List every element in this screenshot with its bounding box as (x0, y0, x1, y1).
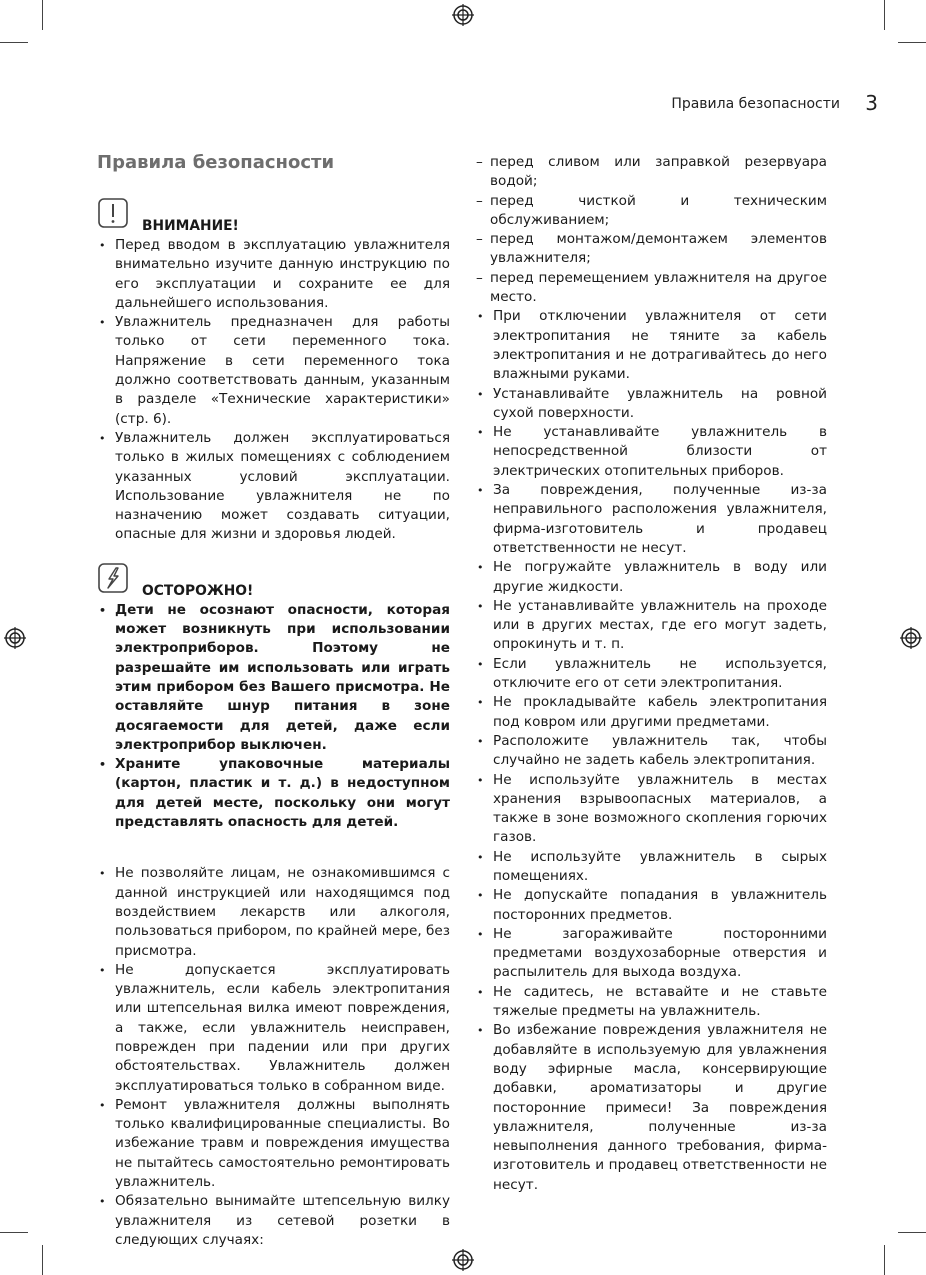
exclamation-icon (98, 198, 128, 228)
list-item: • При отключении увлажнителя от сети электропитания не тяните за кабель электропитания и не дотрагивайтесь до него влажными руками. (476, 307, 827, 384)
list-item: • Во избежание повреждения увлажнителя не добавляйте в используемую для увлажнения воду эфирные масла, консервирующие добавки, ароматизаторы и другие посторонние примеси! За повреждения увлажнителя, полученные из-за невыполнения данного требования, фирма-изготовитель и продавец ответственности не несут. (476, 1021, 827, 1195)
crop-mark (898, 42, 926, 43)
list-item: • Ремонт увлажнителя должны выполнять только квалифицированные специалисты. Во избежание травм и повреждения имущества не пытайтесь самостоятельно ремонтировать увлажнитель. (98, 1096, 450, 1192)
list-item: • Не позволяйте лицам, не ознакомившимся с данной инструкцией или находящимся под воздействием лекарств или алкоголя, пользоваться прибором, по крайней мере, без присмотра. (98, 864, 450, 960)
attention-heading (98, 198, 450, 236)
crop-mark (884, 0, 885, 30)
section-title: Правила безопасности (97, 152, 335, 173)
list-item: • Устанавливайте увлажнитель на ровной сухой поверхности. (476, 385, 827, 424)
caution-heading (98, 563, 450, 601)
unplug-cases-list (476, 153, 827, 307)
registration-mark-icon (4, 627, 26, 649)
general-list (98, 864, 450, 1250)
attention-label: ВНИМАНИЕ! (142, 218, 239, 234)
caution-list (98, 601, 450, 833)
attention-list (98, 236, 450, 545)
list-item: • Обязательно вынимайте штепсельную вилку увлажнителя из сетевой розетки в следующих случаях: (98, 1192, 450, 1250)
list-item: • За повреждения, полученные из-за неправильного расположения увлажнителя, фирма-изготовитель и продавец ответственности не несут. (476, 481, 827, 558)
list-item: • Не допускайте попадания в увлажнитель посторонних предметов. (476, 886, 827, 925)
right-column (476, 153, 827, 1195)
list-item: • Не загораживайте посторонними предметами воздухозаборные отверстия и распылитель для выхода воздуха. (476, 925, 827, 983)
list-item: • Не устанавливайте увлажнитель в непосредственной близости от электрических отопительных приборов. (476, 423, 827, 481)
list-item: • Не прокладывайте кабель электропитания под ковром или другими предметами. (476, 693, 827, 732)
list-item: • Не садитесь, не вставайте и не ставьте тяжелые предметы на увлажнитель. (476, 983, 827, 1022)
list-item: • Не допускается эксплуатировать увлажнитель, если кабель электропитания или штепсельная вилка имеют повреждения, а также, если увлажнитель неисправен, поврежден при падении или при других обстоятельствах. Увлажнитель должен эксплуатироваться только в собранном виде. (98, 961, 450, 1096)
list-item: • Храните упаковочные материалы (картон, пластик и т. д.) в недоступном для детей месте, поскольку они могут представлять опасность для детей. (98, 755, 450, 832)
list-item: • Если увлажнитель не используется, отключите его от сети электропитания. (476, 655, 827, 694)
list-item: • Не погружайте увлажнитель в воду или другие жидкости. (476, 558, 827, 597)
lightning-icon (98, 563, 128, 593)
list-item: – перед сливом или заправкой резервуара водой; (476, 153, 827, 192)
list-item: – перед перемещением увлажнителя на другое место. (476, 269, 827, 308)
list-item: • Увлажнитель предназначен для работы только от сети переменного тока. Напряжение в сети переменного тока должно соответствовать данным, указанным в разделе «Технические характеристики» (стр. 6). (98, 313, 450, 429)
list-item: – перед чисткой и техническим обслуживанием; (476, 192, 827, 231)
left-column (98, 198, 450, 1250)
crop-mark (0, 42, 28, 43)
list-item: • Увлажнитель должен эксплуатироваться только в жилых помещениях с соблюдением указанных условий эксплуатации. Использование увлажнителя не по назначению может создавать ситуации, опасные для жизни и здоровья людей. (98, 429, 450, 545)
crop-mark (884, 1245, 885, 1275)
list-item: • Не используйте увлажнитель в местах хранения взрывоопасных материалов, а также в зоне возможного скопления горючих газов. (476, 771, 827, 848)
list-item: • Дети не осознают опасности, которая может возникнуть при использовании электроприборов. Поэтому не разрешайте им использовать или играть этим прибором без Вашего присмотра. Не оставляйте шнур питания в зоне досягаемости для детей, даже если электроприбор выключен. (98, 601, 450, 755)
list-item: • Расположите увлажнитель так, чтобы случайно не задеть кабель электропитания. (476, 732, 827, 771)
caution-label: ОСТОРОЖНО! (142, 582, 254, 599)
crop-mark (42, 1245, 43, 1275)
list-item: • Перед вводом в эксплуатацию увлажнителя внимательно изучите данную инструкцию по его эксплуатации и сохраните ее для дальнейшего использования. (98, 236, 450, 313)
crop-mark (42, 0, 43, 30)
list-item: • Не используйте увлажнитель в сырых помещениях. (476, 848, 827, 887)
running-header (671, 91, 878, 115)
list-item: • Не устанавливайте увлажнитель на проходе или в других местах, где его могут задеть, опрокинуть и т. п. (476, 597, 827, 655)
registration-mark-icon (900, 627, 922, 649)
page-number: 3 (865, 91, 878, 115)
crop-mark (0, 1232, 28, 1233)
list-item: – перед монтажом/демонтажем элементов увлажнителя; (476, 230, 827, 269)
running-header-title: Правила безопасности (671, 96, 840, 112)
registration-mark-icon (452, 4, 474, 26)
registration-mark-icon (452, 1249, 474, 1271)
crop-mark (898, 1232, 926, 1233)
safety-list (476, 307, 827, 1195)
